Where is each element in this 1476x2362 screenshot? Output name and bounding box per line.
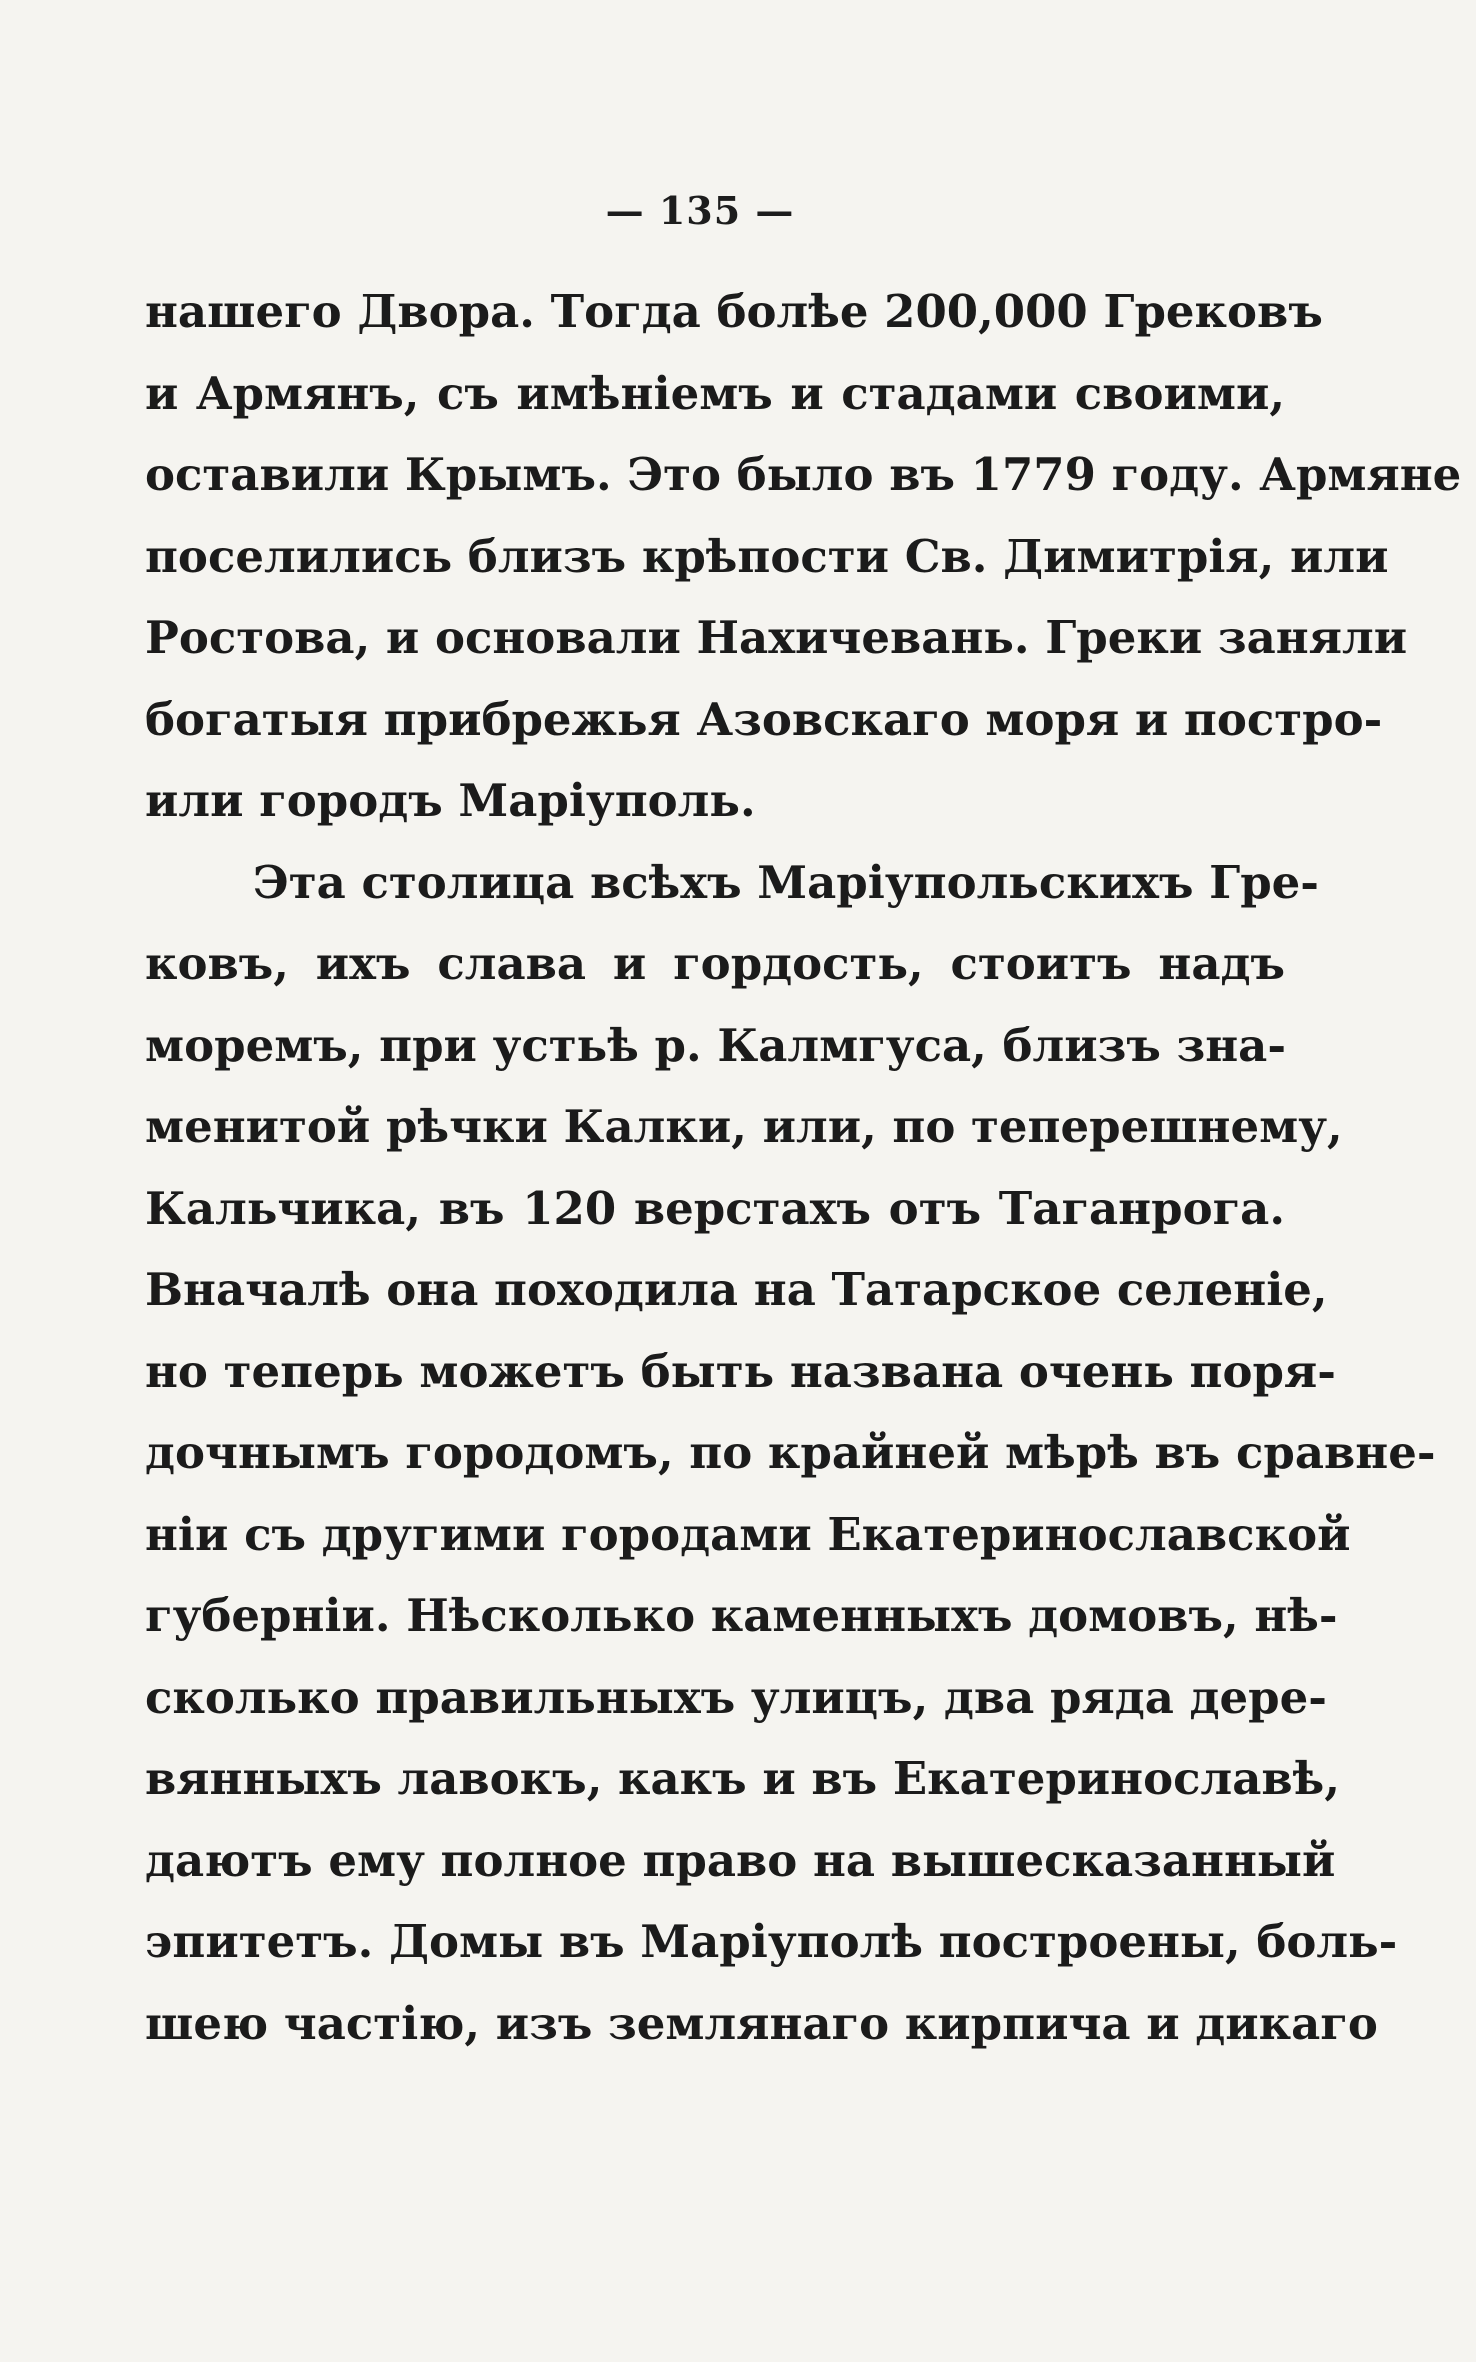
text-line: нашего Двора. Тогда болѣе 200,000 Грековъ xyxy=(145,285,1323,338)
text-line: сколько правильныхъ улицъ, два ряда дере- xyxy=(145,1670,1327,1724)
text-line: губерніи. Нѣсколько каменныхъ домовъ, нѣ- xyxy=(145,1589,1338,1642)
text-line: Эта столица всѣхъ Маріупольскихъ Гре- xyxy=(253,855,1319,909)
text-line: вянныхъ лавокъ, какъ и въ Екатеринославѣ, xyxy=(145,1752,1340,1805)
text-line: Вначалѣ она походила на Татарское селеніе, xyxy=(145,1263,1328,1316)
text-line: ковъ, ихъ слава и гордость, стоитъ надъ xyxy=(145,937,1285,990)
text-line: богатыя прибрежья Азовскаго моря и постро- xyxy=(145,692,1383,746)
text-line: и Армянъ, съ имѣніемъ и стадами своими, xyxy=(145,366,1285,420)
text-line: Кальчика, въ 120 верстахъ отъ Таганрога. xyxy=(145,1181,1285,1235)
text-line: менитой рѣчки Калки, или, по теперешнему, xyxy=(145,1100,1343,1153)
text-line: Ростова, и основали Нахичевань. Греки заняли xyxy=(145,611,1408,664)
text-line: ніи съ другими городами Екатеринославской xyxy=(145,1507,1351,1561)
text-line: эпитетъ. Домы въ Маріуполѣ построены, боль- xyxy=(145,1915,1398,1968)
text-line: даютъ ему полное право на вышесказанный xyxy=(145,1833,1336,1887)
text-line: оставили Крымъ. Это было въ 1779 году. Армяне xyxy=(145,448,1462,501)
page-body-text xyxy=(145,280,1462,2073)
text-line: поселились близъ крѣпости Св. Димитрія, или xyxy=(145,529,1389,583)
text-line: или городъ Маріуполь. xyxy=(145,774,756,827)
text-line: шею частію, изъ землянаго кирпича и дикаго xyxy=(145,1996,1378,2050)
page-number: — 135 — xyxy=(605,188,795,233)
text-line: но теперь можетъ быть названа очень поря- xyxy=(145,1344,1336,1398)
text-line: дочнымъ городомъ, по крайней мѣрѣ въ сравне- xyxy=(145,1426,1436,1479)
text-line: моремъ, при устьѣ р. Калмгуса, близъ зна- xyxy=(145,1018,1287,1072)
